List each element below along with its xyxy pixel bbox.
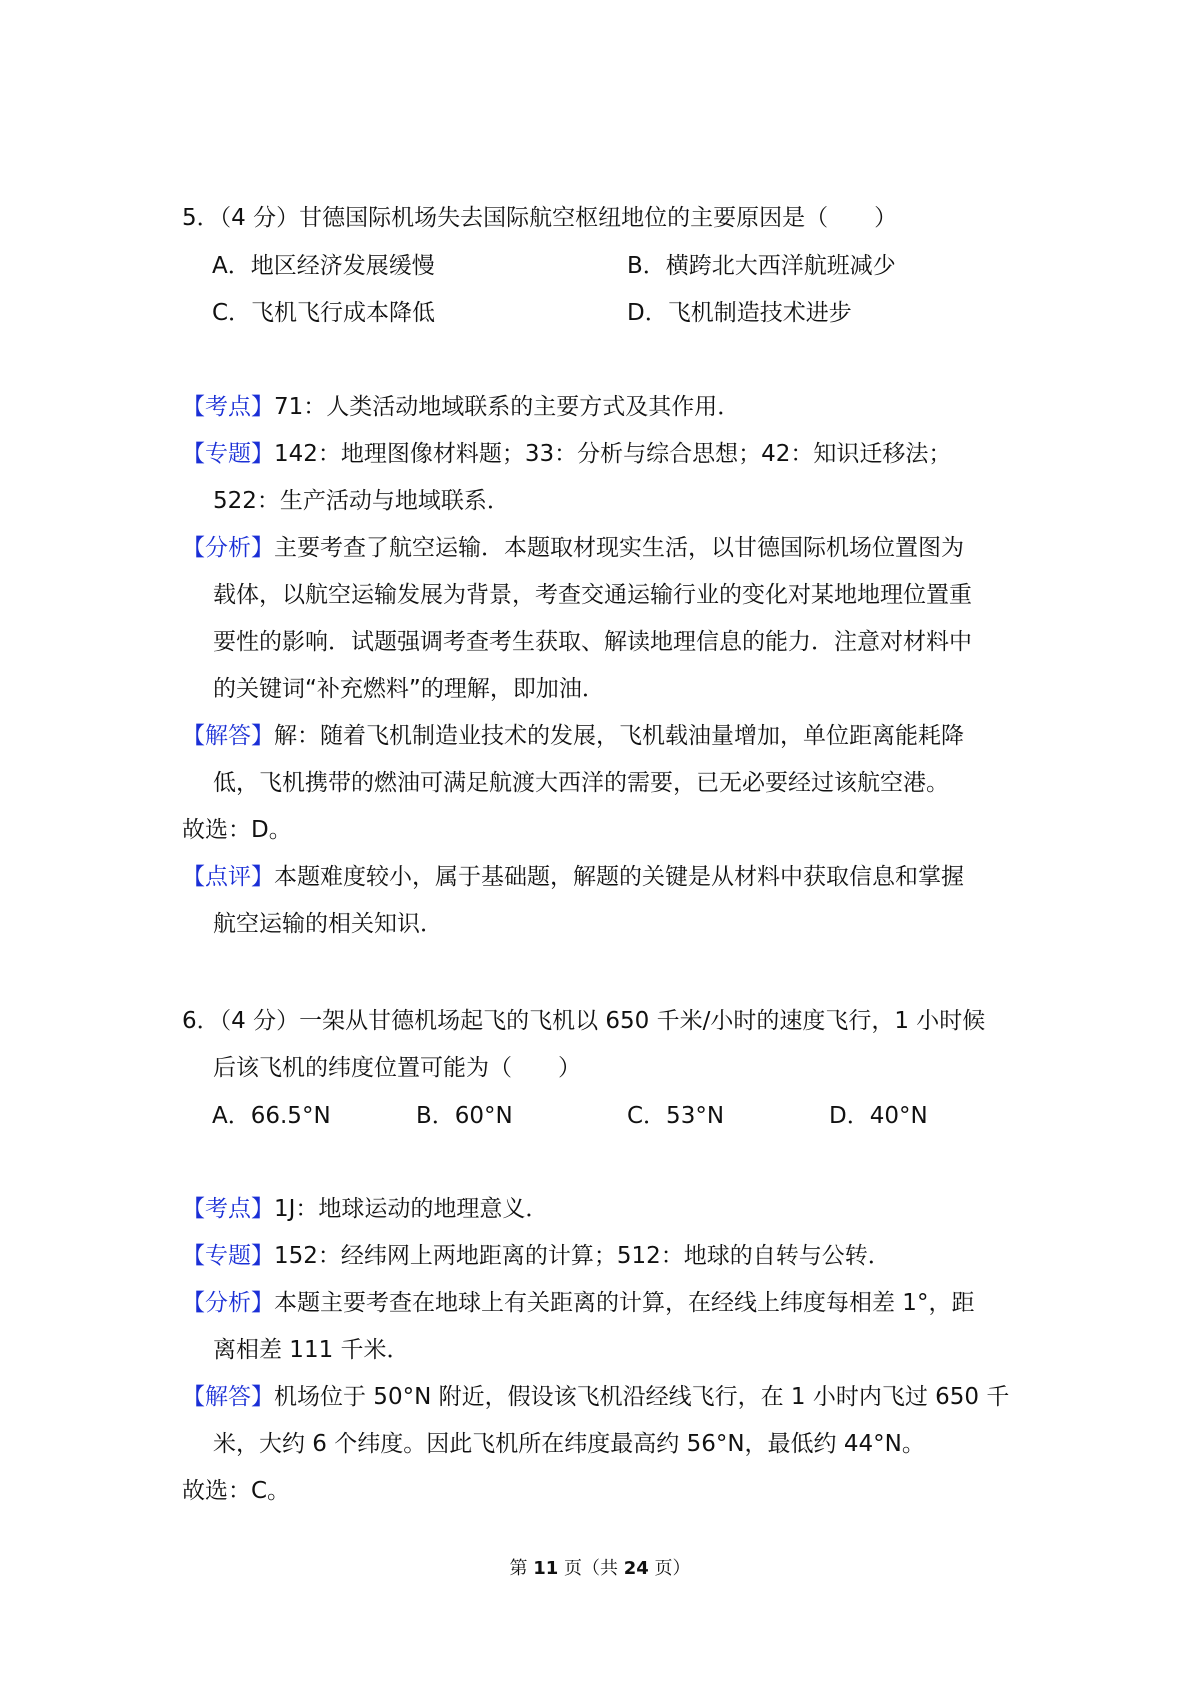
q5-option-d: D．飞机制造技术进步 <box>627 300 852 326</box>
q5-kaodian-tag: 【考点】 <box>182 394 274 420</box>
q5-answer: 故选：D。 <box>182 817 292 843</box>
q6-jieda-tag: 【解答】 <box>182 1384 274 1410</box>
q6-stem-2: 后该飞机的纬度位置可能为（ ） <box>213 1055 581 1081</box>
q5-fenxi-text-2: 载体，以航空运输发展为背景，考查交通运输行业的变化对某地地理位置重 <box>213 582 972 608</box>
q5-kaodian-row <box>182 391 740 423</box>
q6-jieda-row <box>182 1381 1009 1413</box>
q6-fenxi-row <box>182 1287 974 1319</box>
footer-suffix: 页） <box>654 1558 691 1579</box>
q5-jieda-tag: 【解答】 <box>182 723 274 749</box>
footer-total-pages: 24 <box>623 1558 649 1579</box>
q6-jieda-text-2: 米，大约 6 个纬度。因此飞机所在纬度最高约 56°N，最低约 44°N。 <box>213 1431 925 1457</box>
q6-kaodian-tag: 【考点】 <box>182 1196 274 1222</box>
q5-zhuanti-row <box>182 438 951 470</box>
q5-dianping-text-2: 航空运输的相关知识． <box>213 911 443 937</box>
q6-zhuanti-text: 152：经纬网上两地距离的计算；512：地球的自转与公转． <box>274 1243 891 1269</box>
q6-kaodian-row <box>182 1193 548 1225</box>
q6-option-a: A．66.5°N <box>212 1103 331 1129</box>
q5-zhuanti-text-1: 142：地理图像材料题；33：分析与综合思想；42：知识迁移法； <box>274 441 952 467</box>
q5-zhuanti-tag: 【专题】 <box>182 441 274 467</box>
footer-prefix: 第 <box>509 1558 528 1579</box>
q5-option-c: C．飞机飞行成本降低 <box>212 300 436 326</box>
q5-option-a: A．地区经济发展缓慢 <box>212 253 435 279</box>
q5-fenxi-text-3: 要性的影响．试题强调考查考生获取、解读地理信息的能力．注意对材料中 <box>213 629 972 655</box>
q5-stem: 5．（4 分）甘德国际机场失去国际航空枢纽地位的主要原因是（ ） <box>182 205 898 231</box>
page-footer <box>0 1557 1200 1581</box>
q6-answer: 故选：C。 <box>182 1478 291 1504</box>
q5-fenxi-text-4: 的关键词“补充燃料”的理解，即加油． <box>213 676 605 702</box>
q5-fenxi-text-1: 主要考查了航空运输．本题取材现实生活，以甘德国际机场位置图为 <box>274 535 964 561</box>
q6-fenxi-text-1: 本题主要考查在地球上有关距离的计算，在经线上纬度每相差 1°，距 <box>274 1290 975 1316</box>
q6-zhuanti-row <box>182 1240 891 1272</box>
q5-fenxi-tag: 【分析】 <box>182 535 274 561</box>
q6-option-b: B．60°N <box>416 1103 513 1129</box>
q6-kaodian-text: 1J：地球运动的地理意义． <box>274 1196 549 1222</box>
q5-jieda-text-1: 解：随着飞机制造业技术的发展，飞机载油量增加，单位距离能耗降 <box>274 723 964 749</box>
q5-jieda-text-2: 低，飞机携带的燃油可满足航渡大西洋的需要，已无必要经过该航空港。 <box>213 770 949 796</box>
q5-option-b: B．横跨北大西洋航班减少 <box>627 253 896 279</box>
q6-fenxi-tag: 【分析】 <box>182 1290 274 1316</box>
footer-page-number: 11 <box>533 1558 559 1579</box>
q6-zhuanti-tag: 【专题】 <box>182 1243 274 1269</box>
q5-dianping-row <box>182 861 964 893</box>
q5-dianping-tag: 【点评】 <box>182 864 274 890</box>
q5-kaodian-text: 71：人类活动地域联系的主要方式及其作用． <box>274 394 741 420</box>
q6-stem-1: 6．（4 分）一架从甘德机场起飞的飞机以 650 千米/小时的速度飞行，1 小时候 <box>182 1008 986 1034</box>
q5-zhuanti-text-2: 522：生产活动与地域联系． <box>213 488 510 514</box>
q5-jieda-row <box>182 720 964 752</box>
q6-jieda-text-1: 机场位于 50°N 附近，假设该飞机沿经线飞行，在 1 小时内飞过 650 千 <box>274 1384 1010 1410</box>
q5-fenxi-row <box>182 532 964 564</box>
q6-fenxi-text-2: 离相差 111 千米． <box>213 1337 410 1363</box>
footer-middle: 页（共 <box>564 1558 618 1579</box>
q5-dianping-text-1: 本题难度较小，属于基础题，解题的关键是从材料中获取信息和掌握 <box>274 864 964 890</box>
q6-option-c: C．53°N <box>627 1103 725 1129</box>
q6-option-d: D．40°N <box>829 1103 928 1129</box>
